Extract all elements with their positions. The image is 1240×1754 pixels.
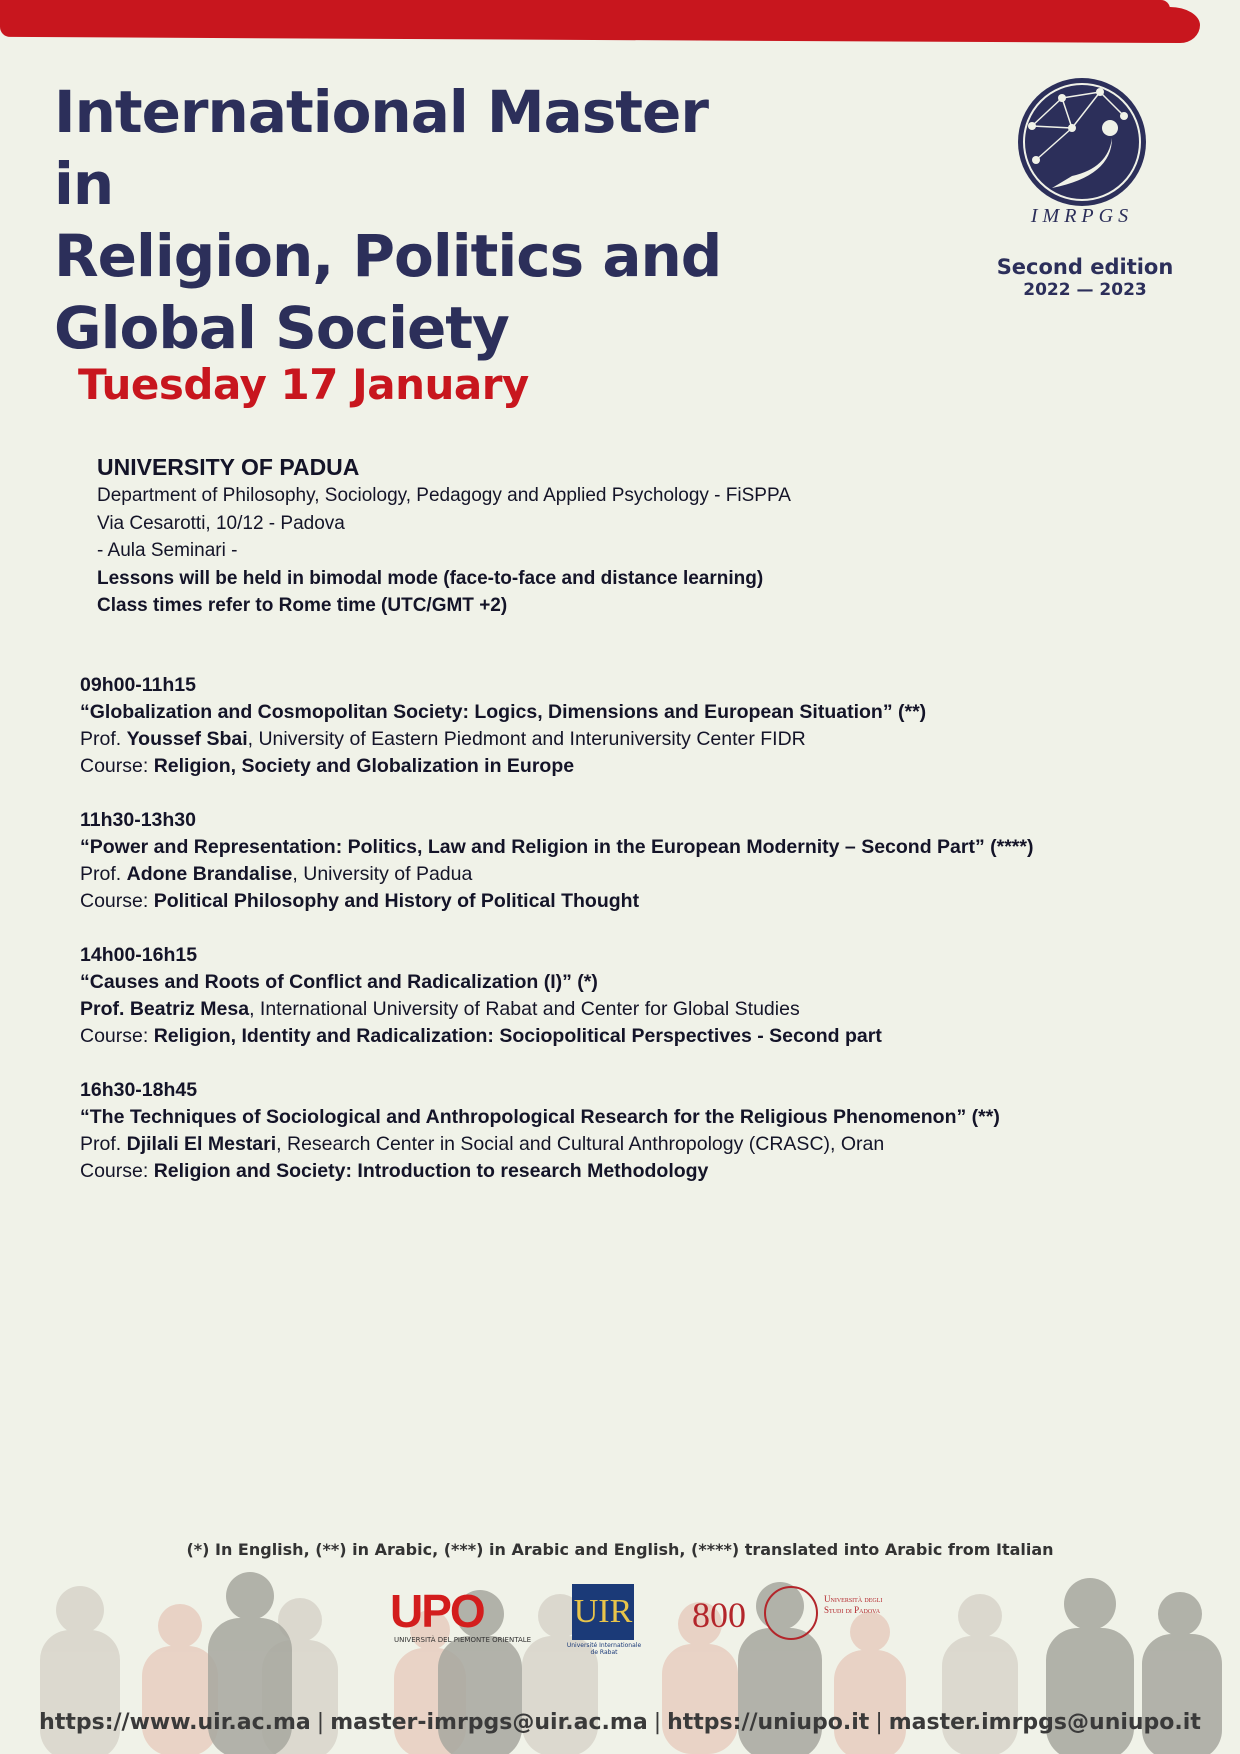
prof-name: Adone Brandalise bbox=[126, 863, 293, 885]
prof-name: Youssef Sbai bbox=[126, 728, 248, 750]
course-prefix: Course: bbox=[80, 755, 154, 777]
language-footnote: (*) In English, (**) in Arabic, (***) in Arabic and English, (****) translated into Arabic from Italian bbox=[186, 1540, 1054, 1559]
venue-university: UNIVERSITY OF PADUA bbox=[97, 454, 360, 480]
session-time: 16h30-18h45 bbox=[80, 1079, 198, 1101]
session-title: “Globalization and Cosmopolitan Society: Logics, Dimensions and European Situation” (**) bbox=[80, 701, 927, 723]
edition-label: Second edition bbox=[996, 255, 1174, 279]
venue-mode-note: Lessons will be held in bimodal mode (face-to-face and distance learning) bbox=[97, 567, 764, 589]
session-item bbox=[80, 807, 1180, 915]
course-prefix: Course: bbox=[80, 1160, 154, 1182]
session-title: “Causes and Roots of Conflict and Radicalization (I)” (*) bbox=[80, 971, 598, 993]
prof-prefix: Prof. bbox=[80, 728, 127, 750]
venue-time-note: Class times refer to Rome time (UTC/GMT +2) bbox=[97, 595, 508, 616]
session-course bbox=[80, 1158, 1180, 1185]
session-item bbox=[80, 1077, 1180, 1185]
prof-affiliation: , International University of Rabat and Center for Global Studies bbox=[249, 998, 800, 1020]
session-professor bbox=[80, 861, 1180, 888]
venue-department: Department of Philosophy, Sociology, Pedagogy and Applied Psychology - FiSPPA bbox=[97, 485, 791, 506]
title-line-3: Global Society bbox=[54, 294, 509, 362]
course-prefix: Course: bbox=[80, 890, 154, 912]
course-name: Religion and Society: Introduction to research Methodology bbox=[153, 1160, 709, 1182]
prof-affiliation: , University of Eastern Piedmont and Interuniversity Center FIDR bbox=[247, 728, 806, 750]
course-prefix: Course: bbox=[80, 1025, 154, 1047]
uir-logo: UIR bbox=[572, 1584, 634, 1640]
course-name: Religion, Identity and Radicalization: Sociopolitical Perspectives - Second part bbox=[153, 1025, 882, 1047]
padova-800-logo: 800 bbox=[692, 1595, 746, 1635]
prof-name: Djilali El Mestari bbox=[126, 1133, 277, 1155]
venue-address: Via Cesarotti, 10/12 - Padova bbox=[97, 512, 345, 534]
session-course bbox=[80, 753, 1180, 780]
session-item bbox=[80, 942, 1180, 1050]
prof-name: Prof. Beatriz Mesa bbox=[80, 998, 250, 1020]
course-name: Religion, Society and Globalization in Europe bbox=[153, 755, 575, 777]
lesson-date: Tuesday 17 January bbox=[78, 360, 529, 409]
link-upo-website[interactable]: https://uniupo.it bbox=[667, 1710, 870, 1735]
session-title: “Power and Representation: Politics, Law and Religion in the European Modernity – Second Part” (****) bbox=[80, 836, 1034, 858]
session-time: 11h30-13h30 bbox=[80, 809, 197, 831]
title-line-1: International Master in bbox=[54, 78, 708, 218]
edition-years: 2022 — 2023 bbox=[1023, 280, 1147, 300]
venue-block bbox=[97, 452, 791, 620]
uir-logo-subtitle: Université Internationale de Rabat bbox=[566, 1642, 642, 1656]
prof-prefix: Prof. bbox=[80, 863, 127, 885]
course-name: Political Philosophy and History of Political Thought bbox=[153, 890, 640, 912]
link-upo-email[interactable]: master.imrpgs@uniupo.it bbox=[888, 1710, 1201, 1735]
title-line-2: Religion, Politics and bbox=[54, 222, 722, 290]
session-course bbox=[80, 1023, 1180, 1050]
session-time: 14h00-16h15 bbox=[80, 944, 198, 966]
prof-affiliation: , Research Center in Social and Cultural Anthropology (CRASC), Oran bbox=[276, 1133, 885, 1155]
prof-prefix: Prof. bbox=[80, 1133, 127, 1155]
link-uir-website[interactable]: https://www.uir.ac.ma bbox=[39, 1710, 311, 1735]
session-title: “The Techniques of Sociological and Anthropological Research for the Religious Phenomenon” (**) bbox=[80, 1106, 1000, 1128]
session-item bbox=[80, 672, 1180, 780]
session-list bbox=[80, 672, 1180, 1212]
page-title bbox=[54, 76, 774, 364]
prof-affiliation: , University of Padua bbox=[292, 863, 473, 885]
link-uir-email[interactable]: master-imrpgs@uir.ac.ma bbox=[330, 1710, 648, 1735]
contact-links: https://www.uir.ac.ma | master-imrpgs@uir.ac.ma | https://uniupo.it | master.imrpgs@uniupo.it bbox=[39, 1710, 1201, 1735]
padova-seal-icon bbox=[764, 1586, 818, 1640]
session-course bbox=[80, 888, 1180, 915]
padova-logo-name: Università degli Studi di Padova bbox=[824, 1594, 883, 1615]
upo-logo: UPO bbox=[390, 1585, 484, 1637]
header-brush-stroke bbox=[0, 1, 1200, 43]
session-professor bbox=[80, 726, 1180, 753]
upo-logo-subtitle: UNIVERSITÀ DEL PIEMONTE ORIENTALE bbox=[394, 1636, 532, 1644]
session-time: 09h00-11h15 bbox=[80, 674, 197, 696]
imrpgs-logo-icon bbox=[1012, 76, 1152, 226]
partner-logos bbox=[390, 1584, 890, 1654]
venue-room: - Aula Seminari - bbox=[97, 540, 238, 561]
session-professor bbox=[80, 996, 1180, 1023]
logo-text: IMRPGS bbox=[1030, 205, 1134, 226]
session-professor bbox=[80, 1131, 1180, 1158]
edition-info bbox=[980, 254, 1190, 300]
